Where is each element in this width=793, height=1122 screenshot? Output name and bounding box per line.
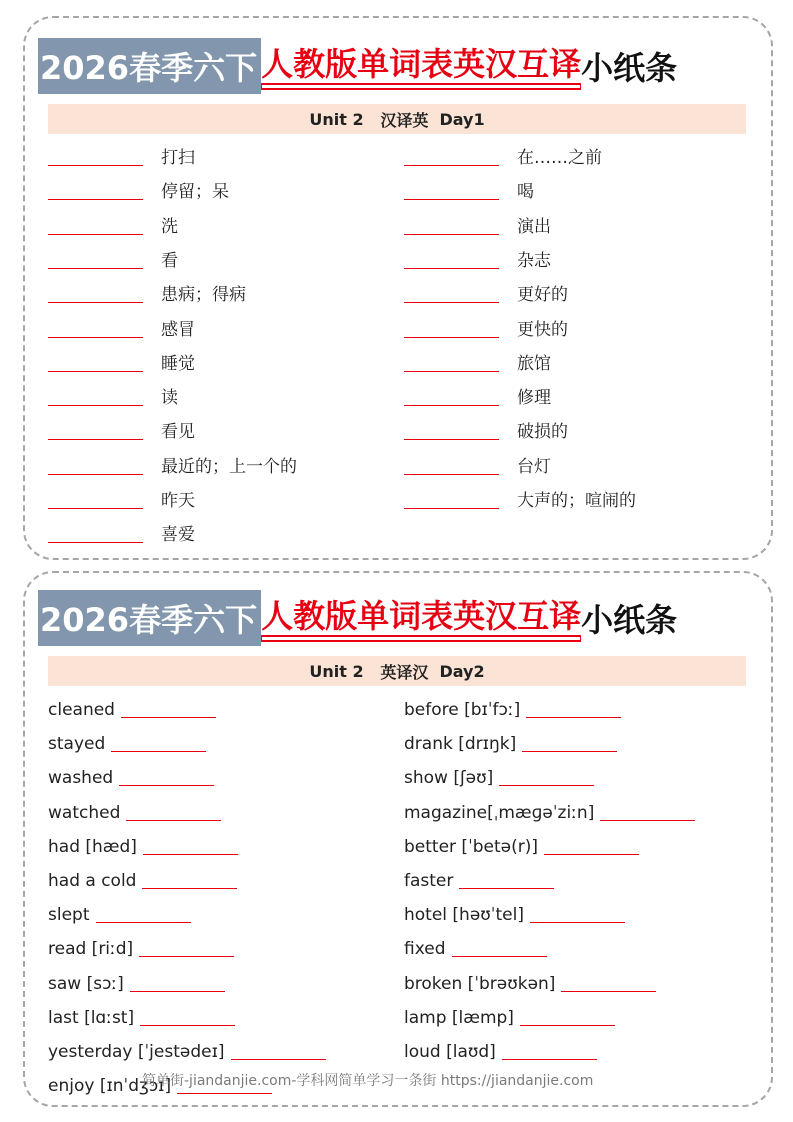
english-word: had [hæd] bbox=[48, 836, 137, 857]
answer-blank[interactable] bbox=[502, 1058, 597, 1060]
cn-item-right bbox=[404, 420, 704, 442]
answer-blank[interactable] bbox=[142, 887, 237, 889]
answer-blank[interactable] bbox=[452, 955, 547, 957]
en-item-right bbox=[404, 801, 695, 823]
english-word: loud [laʊd] bbox=[404, 1042, 496, 1062]
answer-blank[interactable] bbox=[48, 267, 143, 269]
cn-item-right bbox=[404, 455, 704, 477]
answer-blank[interactable] bbox=[48, 473, 143, 475]
en-item-right bbox=[404, 937, 547, 959]
cn-item-left bbox=[48, 249, 348, 271]
section-day: Day2 bbox=[439, 661, 485, 681]
cn-item-right bbox=[404, 146, 704, 168]
answer-blank[interactable] bbox=[48, 404, 143, 406]
section-day: Day1 bbox=[439, 109, 485, 129]
english-word: enjoy [ɪnˈdʒɔɪ] bbox=[48, 1076, 172, 1097]
cn-item-right bbox=[404, 180, 704, 202]
en-item-right bbox=[404, 1040, 597, 1062]
cn-item-right bbox=[404, 386, 704, 408]
chinese-word: 最近的；上一个的 bbox=[161, 456, 297, 477]
en-item-left bbox=[48, 766, 214, 788]
english-word: broken [ˈbrəʊkən] bbox=[404, 973, 556, 994]
answer-blank[interactable] bbox=[404, 404, 499, 406]
cn-item-left bbox=[48, 215, 348, 237]
section-unit: Unit 2 bbox=[309, 661, 364, 681]
answer-blank[interactable] bbox=[600, 819, 695, 821]
chinese-word: 破损的 bbox=[517, 422, 568, 443]
english-word: slept bbox=[48, 905, 90, 926]
cn-item-left bbox=[48, 352, 348, 374]
answer-blank[interactable] bbox=[143, 853, 238, 855]
answer-blank[interactable] bbox=[48, 164, 143, 166]
chinese-word: 更快的 bbox=[517, 319, 568, 340]
chinese-word: 停留；呆 bbox=[161, 182, 229, 203]
english-word: stayed bbox=[48, 734, 106, 755]
answer-blank[interactable] bbox=[404, 507, 499, 509]
section-header-day2 bbox=[48, 656, 746, 686]
answer-blank[interactable] bbox=[530, 921, 625, 923]
answer-blank[interactable] bbox=[48, 438, 143, 440]
english-word: read [riːd] bbox=[48, 939, 134, 960]
english-word: faster bbox=[404, 871, 454, 891]
chinese-word: 喝 bbox=[517, 182, 534, 203]
answer-blank[interactable] bbox=[459, 887, 554, 889]
cn-item-right bbox=[404, 489, 704, 511]
answer-blank[interactable] bbox=[404, 301, 499, 303]
cn-item-right bbox=[404, 318, 704, 340]
answer-blank[interactable] bbox=[111, 750, 206, 752]
chinese-word: 看 bbox=[161, 250, 178, 271]
answer-blank[interactable] bbox=[499, 784, 594, 786]
english-word: better [ˈbetə(r)] bbox=[404, 836, 538, 857]
chinese-word: 昨天 bbox=[161, 491, 195, 511]
section-unit: Unit 2 bbox=[309, 109, 364, 129]
answer-blank[interactable] bbox=[48, 507, 143, 509]
en-item-left bbox=[48, 869, 237, 891]
section-mode: 英译汉 bbox=[380, 662, 429, 682]
en-item-left bbox=[48, 937, 234, 959]
chinese-word: 大声的；喧闹的 bbox=[517, 491, 636, 511]
answer-blank[interactable] bbox=[48, 301, 143, 303]
english-word: lamp [læmp] bbox=[404, 1007, 514, 1028]
chinese-word: 旅馆 bbox=[517, 353, 551, 374]
en-item-left bbox=[48, 903, 191, 925]
answer-blank[interactable] bbox=[96, 921, 191, 923]
answer-blank[interactable] bbox=[48, 541, 143, 543]
chinese-word: 杂志 bbox=[517, 250, 551, 271]
chinese-word: 修理 bbox=[517, 388, 551, 409]
cn-item-right bbox=[404, 352, 704, 374]
chinese-word: 台灯 bbox=[517, 456, 551, 477]
en-item-left bbox=[48, 698, 216, 720]
answer-blank[interactable] bbox=[130, 990, 225, 992]
english-word: washed bbox=[48, 768, 114, 789]
answer-blank[interactable] bbox=[404, 438, 499, 440]
cn-item-left bbox=[48, 283, 348, 305]
english-word: magazine[ˌmæɡəˈziːn] bbox=[404, 802, 595, 823]
footer-watermark: 简单街-jiandanjie.com-学科网简单学习一条街 https://jiandanjie.com bbox=[142, 1073, 594, 1089]
answer-blank[interactable] bbox=[126, 819, 221, 821]
answer-blank[interactable] bbox=[561, 990, 656, 992]
en-item-right bbox=[404, 903, 625, 925]
cn-item-left bbox=[48, 146, 348, 168]
en-item-left bbox=[48, 732, 206, 754]
chinese-word: 读 bbox=[161, 388, 178, 409]
cn-item-left bbox=[48, 489, 348, 511]
english-word: had a cold bbox=[48, 871, 137, 891]
en-item-left bbox=[48, 801, 221, 823]
chinese-word: 患病；得病 bbox=[161, 285, 246, 306]
cn-item-left bbox=[48, 455, 348, 477]
answer-blank[interactable] bbox=[404, 164, 499, 166]
answer-blank[interactable] bbox=[140, 1024, 235, 1026]
english-word: fixed bbox=[404, 939, 446, 960]
title-main-label: 人教版单词表英汉互译 bbox=[261, 599, 581, 637]
cn-item-left bbox=[48, 180, 348, 202]
english-word: drank [drɪŋk] bbox=[404, 734, 517, 755]
answer-blank[interactable] bbox=[404, 370, 499, 372]
english-word: watched bbox=[48, 802, 121, 823]
en-item-right bbox=[404, 835, 639, 857]
english-word: yesterday [ˈjestədeɪ] bbox=[48, 1042, 225, 1062]
answer-blank[interactable] bbox=[48, 370, 143, 372]
chinese-word: 睡觉 bbox=[161, 353, 195, 374]
title-suffix-label: 小纸条 bbox=[581, 601, 678, 639]
chinese-word: 更好的 bbox=[517, 285, 568, 306]
answer-blank[interactable] bbox=[139, 955, 234, 957]
en-item-right bbox=[404, 869, 554, 891]
english-word: show [ʃəʊ] bbox=[404, 768, 494, 789]
cn-item-left bbox=[48, 318, 348, 340]
cn-item-right bbox=[404, 249, 704, 271]
en-item-right bbox=[404, 698, 621, 720]
english-word: cleaned bbox=[48, 700, 115, 720]
english-word: before [bɪˈfɔː] bbox=[404, 700, 521, 720]
answer-blank[interactable] bbox=[48, 336, 143, 338]
cn-item-right bbox=[404, 215, 704, 237]
english-word: last [lɑːst] bbox=[48, 1007, 135, 1028]
en-item-left bbox=[48, 835, 238, 857]
answer-blank[interactable] bbox=[121, 716, 216, 718]
answer-blank[interactable] bbox=[48, 233, 143, 235]
worksheet-title-2 bbox=[38, 590, 677, 646]
answer-blank[interactable] bbox=[404, 233, 499, 235]
section-header-day1 bbox=[48, 104, 746, 134]
english-word: saw [sɔː] bbox=[48, 973, 124, 994]
en-item-right bbox=[404, 1006, 615, 1028]
en-item-right bbox=[404, 766, 594, 788]
answer-blank[interactable] bbox=[48, 198, 143, 200]
worksheet-title-1 bbox=[38, 38, 677, 94]
answer-blank[interactable] bbox=[119, 784, 214, 786]
title-grade-label: 2026春季六下 bbox=[38, 590, 261, 646]
chinese-word: 演出 bbox=[517, 216, 551, 237]
answer-blank[interactable] bbox=[404, 336, 499, 338]
answer-blank[interactable] bbox=[404, 198, 499, 200]
title-suffix-label: 小纸条 bbox=[581, 49, 678, 87]
answer-blank[interactable] bbox=[404, 267, 499, 269]
cn-item-left bbox=[48, 523, 348, 545]
en-item-left bbox=[48, 972, 225, 994]
chinese-word: 感冒 bbox=[161, 319, 195, 340]
chinese-word: 在……之前 bbox=[517, 148, 602, 168]
title-main-label: 人教版单词表英汉互译 bbox=[261, 47, 581, 85]
en-item-left bbox=[48, 1040, 326, 1062]
answer-blank[interactable] bbox=[177, 1092, 272, 1094]
chinese-word: 洗 bbox=[161, 216, 178, 237]
en-item-right bbox=[404, 732, 617, 754]
chinese-word: 打扫 bbox=[161, 148, 195, 168]
answer-blank[interactable] bbox=[522, 750, 617, 752]
cn-item-left bbox=[48, 386, 348, 408]
english-word: hotel [həʊˈtel] bbox=[404, 905, 524, 926]
en-item-right bbox=[404, 972, 656, 994]
answer-blank[interactable] bbox=[231, 1058, 326, 1060]
answer-blank[interactable] bbox=[526, 716, 621, 718]
section-mode: 汉译英 bbox=[380, 110, 429, 130]
answer-blank[interactable] bbox=[404, 473, 499, 475]
cn-item-left bbox=[48, 420, 348, 442]
en-item-left bbox=[48, 1006, 235, 1028]
answer-blank[interactable] bbox=[520, 1024, 615, 1026]
answer-blank[interactable] bbox=[544, 853, 639, 855]
cn-item-right bbox=[404, 283, 704, 305]
chinese-word: 喜爱 bbox=[161, 525, 195, 546]
chinese-word: 看见 bbox=[161, 422, 195, 443]
title-grade-label: 2026春季六下 bbox=[38, 38, 261, 94]
